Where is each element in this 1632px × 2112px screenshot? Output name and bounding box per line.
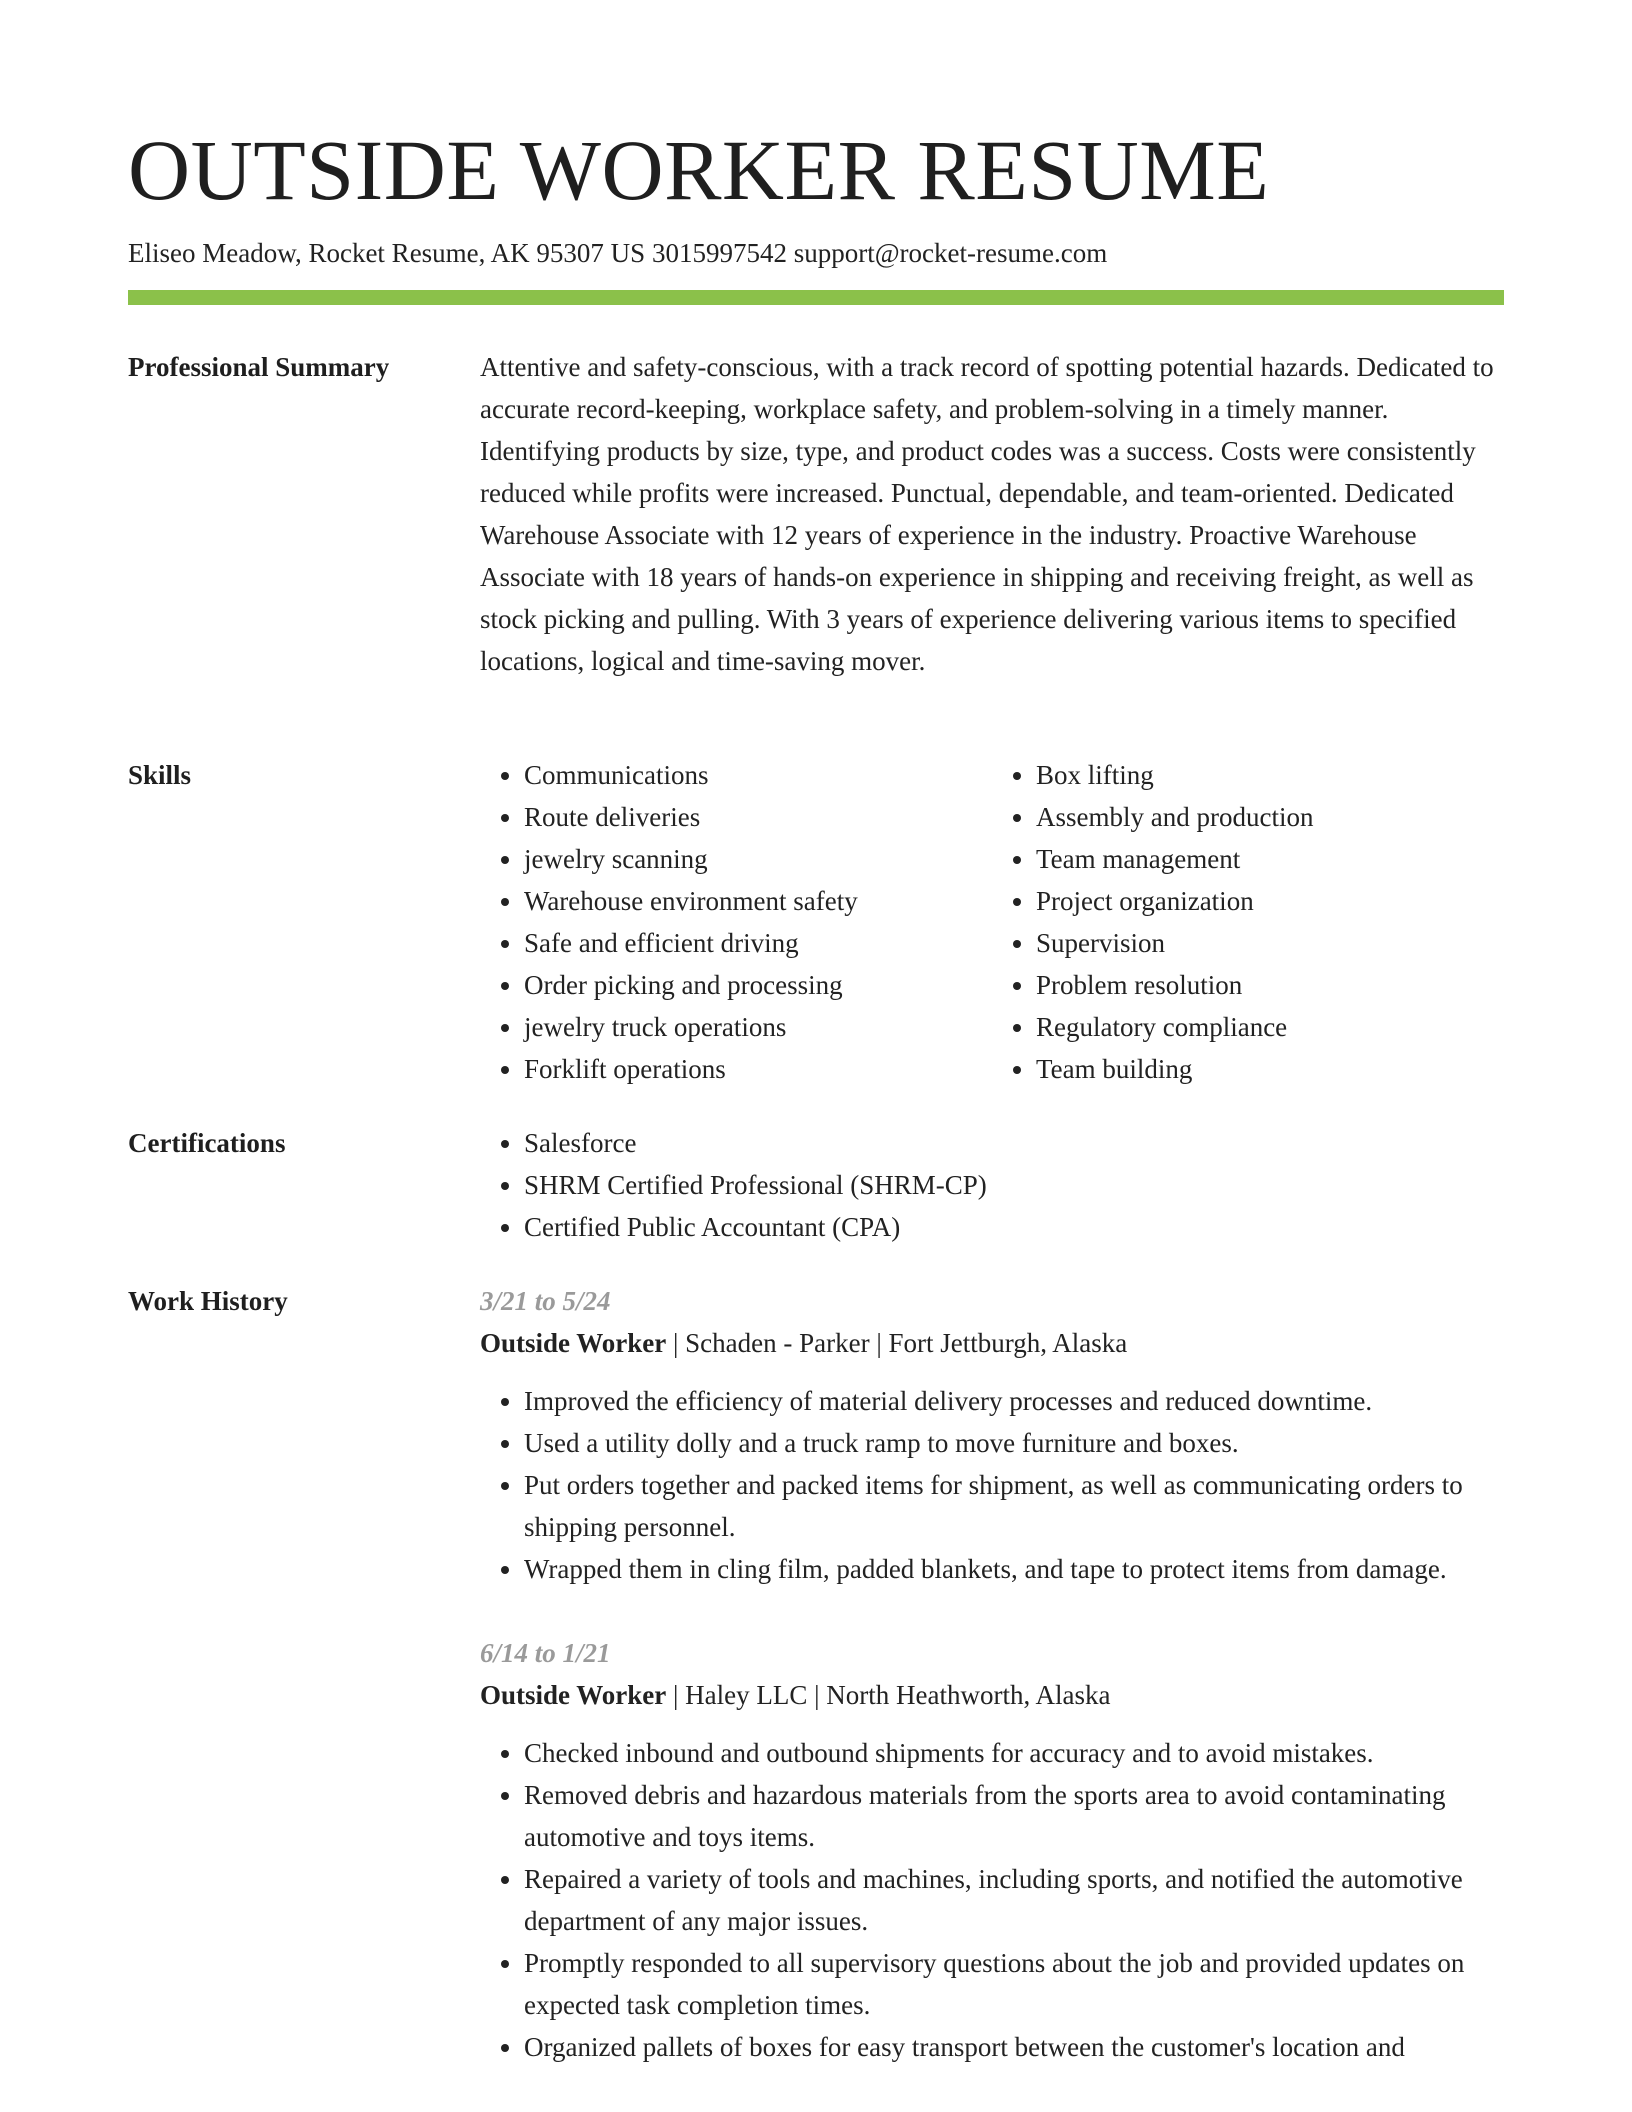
- job-company-location: | Schaden - Parker | Fort Jettburgh, Alaska: [666, 1328, 1128, 1358]
- skills-list-right: [992, 754, 1504, 1090]
- certification-item: • SHRM Certified Professional (SHRM-CP): [524, 1164, 1504, 1206]
- skill-item: • Order picking and processing: [524, 964, 992, 1006]
- job-dates: 6/14 to 1/21: [480, 1638, 611, 1668]
- job-bullet: • Repaired a variety of tools and machines, including sports, and notified the automotive department of any major issues.: [524, 1858, 1504, 1942]
- certification-item: • Certified Public Accountant (CPA): [524, 1206, 1504, 1248]
- job-title-line: [480, 1322, 1504, 1364]
- skill-item: • jewelry truck operations: [524, 1006, 992, 1048]
- header-divider: [128, 290, 1504, 305]
- certifications-heading: Certifications: [128, 1128, 286, 1158]
- skill-item: • Supervision: [1036, 922, 1504, 964]
- skill-item: • Assembly and production: [1036, 796, 1504, 838]
- job-title-line: [480, 1674, 1504, 1716]
- job-bullet: • Wrapped them in cling film, padded blankets, and tape to protect items from damage.: [524, 1548, 1504, 1590]
- work-history-heading: Work History: [128, 1286, 288, 1316]
- job-bullet: • Organized pallets of boxes for easy transport between the customer's location and: [524, 2026, 1504, 2068]
- job-entry: [480, 1632, 1504, 2068]
- skill-item: • Problem resolution: [1036, 964, 1504, 1006]
- certifications-list: [480, 1122, 1504, 1248]
- certification-item: • Salesforce: [524, 1122, 1504, 1164]
- skill-item: • jewelry scanning: [524, 838, 992, 880]
- skills-columns: [480, 754, 1504, 1090]
- resume-title: OUTSIDE WORKER RESUME: [128, 122, 1270, 218]
- skill-item: • Team management: [1036, 838, 1504, 880]
- skill-item: • Team building: [1036, 1048, 1504, 1090]
- job-bullet: • Promptly responded to all supervisory questions about the job and provided updates on expected task completion times.: [524, 1942, 1504, 2026]
- skills-list-left: [480, 754, 992, 1090]
- job-dates: 3/21 to 5/24: [480, 1286, 611, 1316]
- skill-item: • Regulatory compliance: [1036, 1006, 1504, 1048]
- skill-item: • Forklift operations: [524, 1048, 992, 1090]
- skill-item: • Box lifting: [1036, 754, 1504, 796]
- job-entry: [480, 1280, 1504, 1590]
- skills-heading: Skills: [128, 760, 192, 790]
- skill-item: • Communications: [524, 754, 992, 796]
- skill-item: • Project organization: [1036, 880, 1504, 922]
- summary-heading: Professional Summary: [128, 352, 390, 382]
- job-bullets: [480, 1732, 1504, 2068]
- job-bullets: [480, 1380, 1504, 1590]
- job-role: Outside Worker: [480, 1680, 667, 1710]
- job-role: Outside Worker: [480, 1328, 667, 1358]
- job-company-location: | Haley LLC | North Heathworth, Alaska: [666, 1680, 1111, 1710]
- job-bullet: • Used a utility dolly and a truck ramp to move furniture and boxes.: [524, 1422, 1504, 1464]
- skill-item: • Route deliveries: [524, 796, 992, 838]
- job-bullet: • Checked inbound and outbound shipments for accuracy and to avoid mistakes.: [524, 1732, 1504, 1774]
- skill-item: • Warehouse environment safety: [524, 880, 992, 922]
- summary-text: Attentive and safety-conscious, with a track record of spotting potential hazards. Dedicated to accurate record-keeping, workplace safety, and problem-solving in a timely manner. Identifying products by size, type, and product codes was a success. Costs were consistently reduced while profits were increased. Punctual, dependable, and team-oriented. Dedicated Warehouse Associate with 12 years of experience in the industry. Proactive Warehouse Associate with 18 years of hands-on experience in shipping and receiving freight, as well as stock picking and pulling. With 3 years of experience delivering various items to specified locations, logical and time-saving mover.: [480, 352, 1494, 676]
- skill-item: • Safe and efficient driving: [524, 922, 992, 964]
- contact-line: Eliseo Meadow, Rocket Resume, AK 95307 US 3015997542 support@rocket-resume.com: [128, 238, 1108, 268]
- job-bullet: • Removed debris and hazardous materials from the sports area to avoid contaminating automotive and toys items.: [524, 1774, 1504, 1858]
- resume-header: [128, 118, 1504, 305]
- job-bullet: • Improved the efficiency of material delivery processes and reduced downtime.: [524, 1380, 1504, 1422]
- job-bullet: • Put orders together and packed items for shipment, as well as communicating orders to shipping personnel.: [524, 1464, 1504, 1548]
